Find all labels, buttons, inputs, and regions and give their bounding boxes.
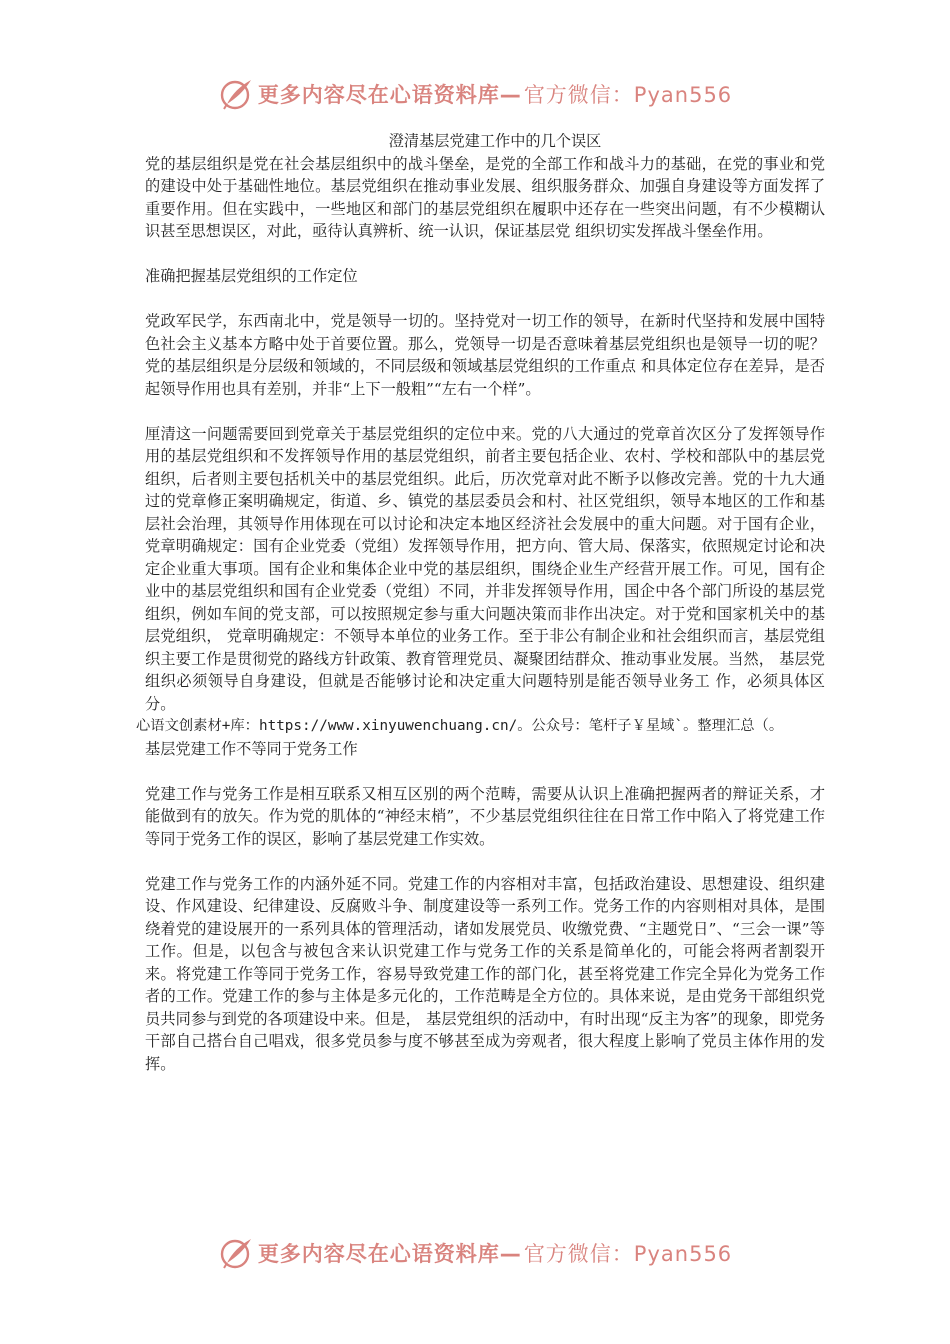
document-title: 澄清基层党建工作中的几个误区 <box>388 132 602 150</box>
banner-wechat: 官方微信：Pyan556 <box>523 1242 733 1266</box>
banner-text: 更多内容尽在心语资料库— <box>257 1242 522 1266</box>
section2-paragraph-1: 党建工作与党务工作是相互联系又相互区别的两个范畴，需要从认识上准确把握两者的辩证关系，才能做到有的放矢。作为党的肌体的“神经末梢”，不少基层党组织往往在日常工作中陷入了将党建工作等同于党务工作的误区，影响了基层党建工作实效。 <box>145 784 825 848</box>
watermark-line: 心语文创素材+库：https://www.xinyuwenchuang.cn/。公众号：笔杆子￥星域`。整理汇总（。 <box>136 718 784 734</box>
footer-banner <box>0 1233 950 1273</box>
spacer <box>145 760 825 783</box>
spacer <box>145 400 825 423</box>
spacer <box>145 288 825 311</box>
spacer <box>145 850 825 873</box>
document-body <box>136 130 825 1075</box>
banner-text: 更多内容尽在心语资料库— <box>257 83 522 107</box>
header-banner <box>0 74 950 114</box>
intro-paragraph: 党的基层组织是党在社会基层组织中的战斗堡垒，是党的全部工作和战斗力的基础，在党的事业和党的建设中处于基础性地位。基层党组织在推动事业发展、组织服务群众、加强自身建设等方面发挥了重要作用。但在实践中，一些地区和部门的基层党组织在履职中还存在一些突出问题，有不少模糊认识甚至思想误区，对此，亟待认真辨析、统一认识，保证基层党 组织切实发挥战斗堡垒作用。 <box>145 154 825 240</box>
quill-pen-logo-icon <box>218 76 254 112</box>
section1-paragraph-2: 厘清这一问题需要回到党章关于基层党组织的定位中来。党的八大通过的党章首次区分了发挥领导作用的基层党组织和不发挥领导作用的基层党组织，前者主要包括企业、农村、学校和部队中的基层党组织，后者则主要包括机关中的基层党组织。此后，历次党章对此不断予以修改完善。党的十九大通过的党章修正案明确规定，街道、乡、镇党的基层委员会和村、社区党组织，领导本地区的工作和基层社会治理，其领导作用体现在可以讨论和决定本地区经济社会发展中的重大问题。对于国有企业，党章明确规定：国有企业党委（党组）发挥领导作用，把方向、管大局、保落实，依照规定讨论和决定企业重大事项。国有企业和集体企业中党的基层组织，围绕企业生产经营开展工作。可见，国有企业中的基层党组织和国有企业党委（党组）不同，并非发挥领导作用，国企中各个部门所设的基层党组织，例如车间的党支部，可以按照规定参与重大问题决策而非作出决定。对于党和国家机关中的基层党组织， 党章明确规定：不领导本单位的业务工作。至于非公有制企业和社会组织而言，基层党组织主要工作是贯彻党的路线方针政策、教育管理党员、凝聚团结群众、推动事业发展。当然， 基层党组织必须领导自身建设，但就是否能够讨论和决定重大问题特别是能否领导业务工 作，必须具体区分。 <box>145 424 825 713</box>
quill-pen-logo-icon <box>218 1235 254 1271</box>
section2-paragraph-2: 党建工作与党务工作的内涵外延不同。党建工作的内容相对丰富，包括政治建设、思想建设、组织建设、作风建设、纪律建设、反腐败斗争、制度建设等一系列工作。党务工作的内容则相对具体，是围绕着党的建设展开的一系列具体的管理活动，诸如发展党员、收缴党费、“主题党日”、“三会一课”等工作。但是，以包含与被包含来认识党建工作与党务工作的关系是简单化的，可能会将两者割裂开来。将党建工作等同于党务工作，容易导致党建工作的部门化，甚至将党建工作完全异化为党务工作者的工作。党建工作的参与主体是多元化的，工作范畴是全方位的。具体来说，是由党务干部组织党员共同参与到党的各项建设中来。但是， 基层党组织的活动中，有时出现“反主为客”的现象，即党务干部自己搭台自己唱戏，很多党员参与度不够甚至成为旁观者，很大程度上影响了党员主体作用的发挥。 <box>145 874 825 1073</box>
spacer <box>145 243 825 266</box>
banner-wechat: 官方微信：Pyan556 <box>523 83 733 107</box>
section-heading-2: 基层党建工作不等同于党务工作 <box>145 739 358 758</box>
section1-paragraph-1: 党政军民学，东西南北中，党是领导一切的。坚持党对一切工作的领导，在新时代坚持和发展中国特色社会主义基本方略中处于首要位置。那么，党领导一切是否意味着基层党组织也是领导一切的呢？党的基层组织是分层级和领域的，不同层级和领域基层党组织的工作重点 和具体定位存在差异，是否起领导作用也具有差别，并非“上下一般粗”“左右一个样”。 <box>145 312 825 398</box>
section-heading-1: 准确把握基层党组织的工作定位 <box>145 267 358 285</box>
